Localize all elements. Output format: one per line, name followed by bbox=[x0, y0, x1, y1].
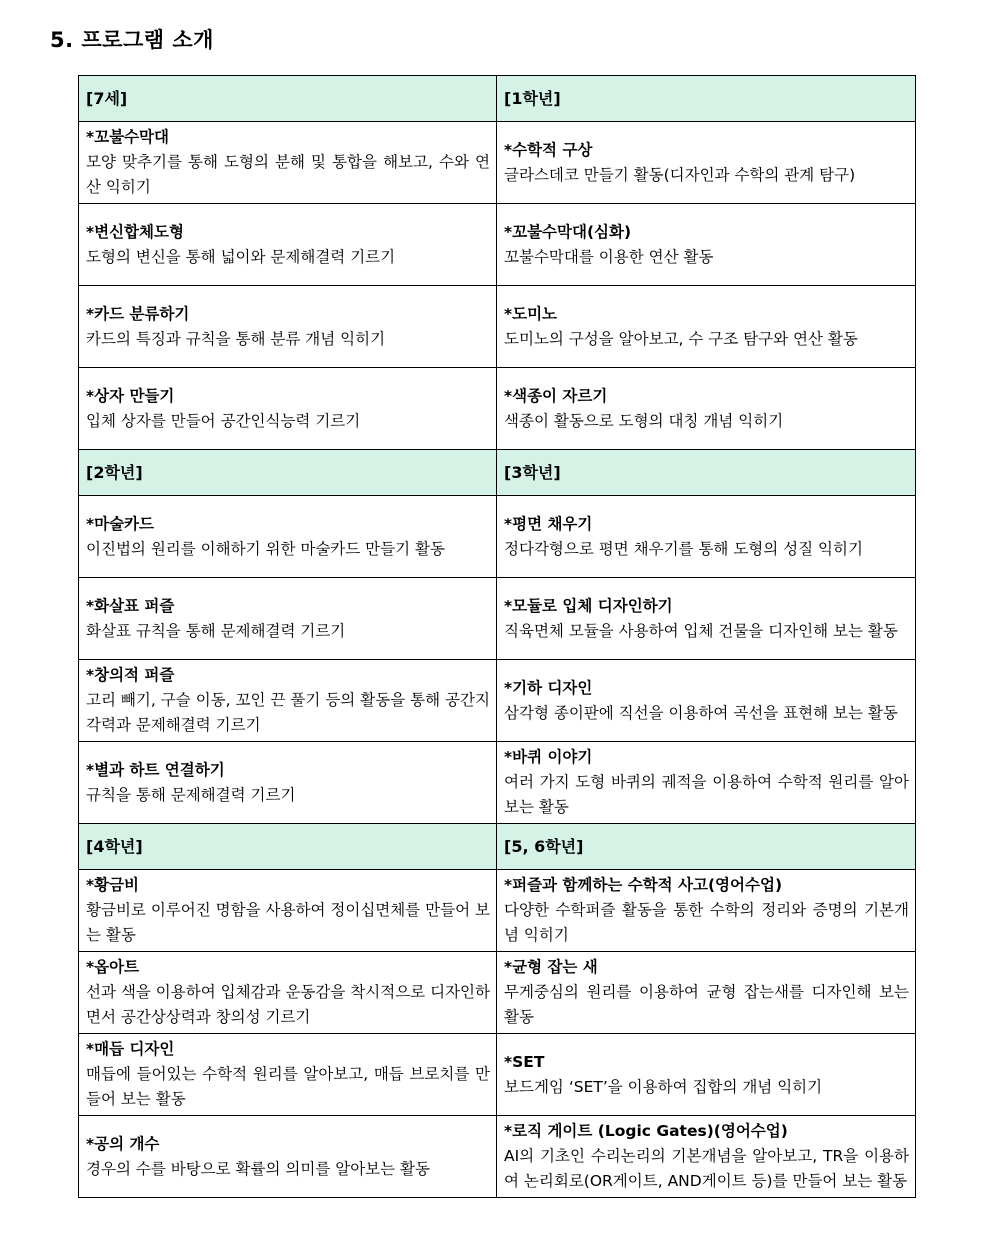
program-description: 경우의 수를 바탕으로 확률의 의미를 알아보는 활동 bbox=[86, 1159, 430, 1178]
program-description: 정다각형으로 평면 채우기를 통해 도형의 성질 익히기 bbox=[504, 539, 863, 558]
program-title: *꼬불수막대(심화) bbox=[504, 222, 632, 241]
program-cell bbox=[79, 870, 497, 952]
program-description: 이진법의 원리를 이해하기 위한 마술카드 만들기 활동 bbox=[86, 539, 445, 558]
program-title: *별과 하트 연결하기 bbox=[86, 760, 225, 779]
program-title: *SET bbox=[504, 1052, 545, 1071]
program-title: *꼬불수막대 bbox=[86, 128, 169, 146]
program-description: 삼각형 종이판에 직선을 이용하여 곡선을 표현해 보는 활동 bbox=[504, 703, 898, 722]
page-title: 5. 프로그램 소개 bbox=[50, 28, 214, 52]
program-title: *상자 만들기 bbox=[86, 386, 175, 405]
program-description: 보드게임 ‘SET’을 이용하여 집합의 개념 익히기 bbox=[504, 1077, 823, 1096]
grade-header: [7세] bbox=[79, 76, 497, 122]
program-cell bbox=[79, 952, 497, 1034]
program-description: 직육면체 모듈을 사용하여 입체 건물을 디자인해 보는 활동 bbox=[504, 621, 898, 640]
program-description: 규칙을 통해 문제해결력 기르기 bbox=[86, 785, 296, 804]
program-title: *수학적 구상 bbox=[504, 140, 593, 159]
program-cell bbox=[79, 1034, 497, 1116]
program-cell bbox=[79, 286, 497, 368]
program-cell bbox=[79, 122, 497, 204]
program-title: *매듭 디자인 bbox=[86, 1040, 175, 1058]
program-cell bbox=[79, 368, 497, 450]
program-title: *기하 디자인 bbox=[504, 678, 593, 697]
program-title: *색종이 자르기 bbox=[504, 386, 608, 405]
table-row bbox=[79, 660, 916, 742]
program-cell bbox=[497, 742, 916, 824]
program-cell bbox=[497, 204, 916, 286]
program-cell bbox=[497, 660, 916, 742]
grade-header: [1학년] bbox=[497, 76, 916, 122]
program-cell bbox=[79, 1116, 497, 1198]
grade-header: [4학년] bbox=[79, 824, 497, 870]
program-description: 고리 빼기, 구슬 이동, 꼬인 끈 풀기 등의 활동을 통해 공간지각력과 문제해결력 기르기 bbox=[86, 691, 490, 734]
program-description: AI의 기초인 수리논리의 기본개념을 알아보고, TR을 이용하여 논리회로(OR게이트, AND게이트 등)를 만들어 보는 활동 bbox=[504, 1147, 909, 1190]
table-row bbox=[79, 952, 916, 1034]
program-cell bbox=[497, 368, 916, 450]
program-description: 선과 색을 이용하여 입체감과 운동감을 착시적으로 디자인하면서 공간상상력과 창의성 기르기 bbox=[86, 983, 490, 1026]
program-description: 무게중심의 원리를 이용하여 균형 잡는새를 디자인해 보는 활동 bbox=[504, 983, 909, 1026]
table-row bbox=[79, 368, 916, 450]
program-cell bbox=[497, 952, 916, 1034]
grade-header: [5, 6학년] bbox=[497, 824, 916, 870]
table-row bbox=[79, 870, 916, 952]
program-description: 입체 상자를 만들어 공간인식능력 기르기 bbox=[86, 411, 361, 430]
grade-header: [3학년] bbox=[497, 450, 916, 496]
program-description: 황금비로 이루어진 명함을 사용하여 정이십면체를 만들어 보는 활동 bbox=[86, 901, 490, 944]
grade-header: [2학년] bbox=[79, 450, 497, 496]
program-cell bbox=[79, 660, 497, 742]
program-cell bbox=[79, 496, 497, 578]
program-description: 색종이 활동으로 도형의 대칭 개념 익히기 bbox=[504, 411, 784, 430]
table-row bbox=[79, 122, 916, 204]
program-cell bbox=[497, 496, 916, 578]
table-row bbox=[79, 578, 916, 660]
program-title: *화살표 퍼즐 bbox=[86, 596, 175, 615]
program-cell bbox=[497, 1034, 916, 1116]
program-cell bbox=[497, 286, 916, 368]
table-row bbox=[79, 204, 916, 286]
program-table bbox=[78, 75, 916, 1198]
section-header-row bbox=[79, 824, 916, 870]
program-title: *공의 개수 bbox=[86, 1134, 160, 1153]
program-description: 모양 맞추기를 통해 도형의 분해 및 통합을 해보고, 수와 연산 익히기 bbox=[86, 153, 490, 196]
program-title: *바퀴 이야기 bbox=[504, 748, 593, 766]
program-description: 매듭에 들어있는 수학적 원리를 알아보고, 매듭 브로치를 만들어 보는 활동 bbox=[86, 1065, 490, 1108]
program-cell bbox=[79, 204, 497, 286]
program-title: *옵아트 bbox=[86, 958, 140, 976]
program-cell bbox=[79, 578, 497, 660]
program-title: *퍼즐과 함께하는 수학적 사고(영어수업) bbox=[504, 876, 783, 894]
program-title: *로직 게이트 (Logic Gates)(영어수업) bbox=[504, 1122, 788, 1140]
program-title: *마술카드 bbox=[86, 514, 154, 533]
program-cell bbox=[497, 122, 916, 204]
program-description: 꼬불수막대를 이용한 연산 활동 bbox=[504, 247, 714, 266]
program-title: *카드 분류하기 bbox=[86, 304, 190, 323]
section-header-row bbox=[79, 450, 916, 496]
table-row bbox=[79, 1116, 916, 1198]
program-title: *창의적 퍼즐 bbox=[86, 666, 175, 684]
program-description: 화살표 규칙을 통해 문제해결력 기르기 bbox=[86, 621, 346, 640]
program-cell bbox=[79, 742, 497, 824]
program-description: 도미노의 구성을 알아보고, 수 구조 탐구와 연산 활동 bbox=[504, 329, 858, 348]
program-title: *도미노 bbox=[504, 304, 558, 323]
program-description: 도형의 변신을 통해 넓이와 문제해결력 기르기 bbox=[86, 247, 396, 266]
program-cell bbox=[497, 870, 916, 952]
program-cell bbox=[497, 578, 916, 660]
table-row bbox=[79, 496, 916, 578]
table-row bbox=[79, 742, 916, 824]
program-cell bbox=[497, 1116, 916, 1198]
section-header-row bbox=[79, 76, 916, 122]
table-row bbox=[79, 286, 916, 368]
program-title: *황금비 bbox=[86, 876, 140, 894]
program-description: 여러 가지 도형 바퀴의 궤적을 이용하여 수학적 원리를 알아보는 활동 bbox=[504, 773, 909, 816]
program-title: *변신합체도형 bbox=[86, 222, 184, 241]
program-title: *평면 채우기 bbox=[504, 514, 593, 533]
program-title: *균형 잡는 새 bbox=[504, 958, 598, 976]
table-row bbox=[79, 1034, 916, 1116]
program-title: *모듈로 입체 디자인하기 bbox=[504, 596, 673, 615]
program-description: 글라스데코 만들기 활동(디자인과 수학의 관계 탐구) bbox=[504, 165, 856, 184]
program-description: 다양한 수학퍼즐 활동을 통한 수학의 정리와 증명의 기본개념 익히기 bbox=[504, 901, 909, 944]
program-table-body bbox=[79, 76, 916, 1198]
program-description: 카드의 특징과 규칙을 통해 분류 개념 익히기 bbox=[86, 329, 386, 348]
